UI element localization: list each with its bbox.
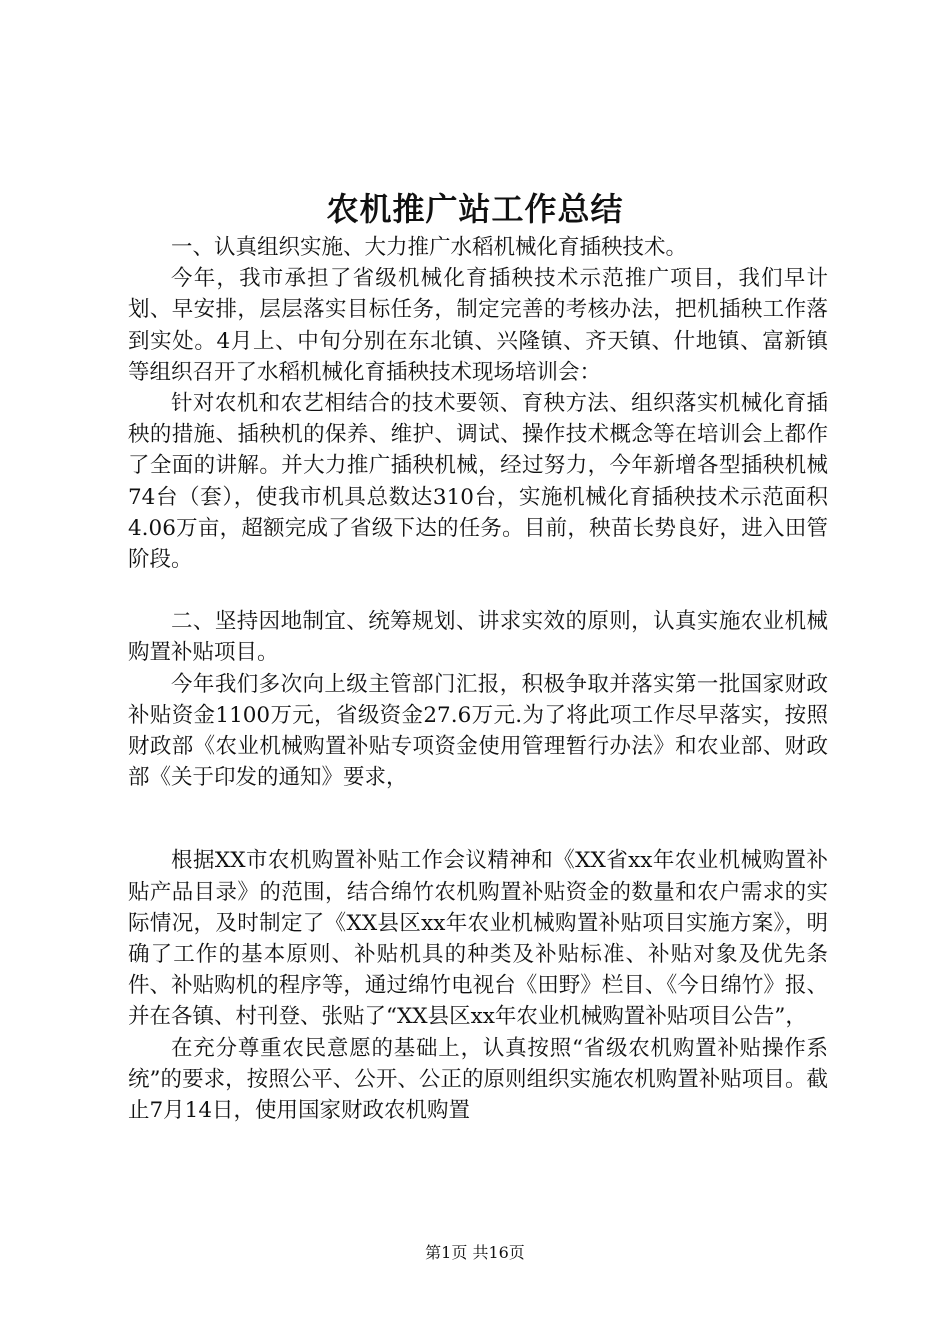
paragraph-section-2-heading: 二、坚持因地制宜、统筹规划、讲求实效的原则，认真实施农业机械购置补贴项目。: [128, 609, 828, 666]
paragraph: 在充分尊重农民意愿的基础上，认真按照“省级农机购置补贴操作系统”的要求，按照公平、公开、公正的原则组织实施农机购置补贴项目。截止7月14日，使用国家财政农机购置: [128, 1035, 828, 1124]
paragraph: 根据XX市农机购置补贴工作会议精神和《XX省xx年农业机械购置补贴产品目录》的范围，结合绵竹农机购置补贴资金的数量和农户需求的实际情况，及时制定了《XX县区xx年农业机械购置补贴项目实施方案》，明确了工作的基本原则、补贴机具的种类及补贴标准、补贴对象及优先条件、补贴购机的程序等，通过绵竹电视台《田野》栏目、《今日绵竹》报、并在各镇、村刊登、张贴了“XX县区xx年农业机械购置补贴项目公告”，: [128, 848, 828, 1030]
paragraph: 今年我们多次向上级主管部门汇报，积极争取并落实第一批国家财政补贴资金1100万元，省级资金27.6万元.为了将此项工作尽早落实，按照财政部《农业机械购置补贴专项资金使用管理暂行办法》和农业部、财政部《关于印发的通知》要求，: [128, 671, 828, 791]
document-title: 农机推广站工作总结: [326, 190, 624, 228]
paragraph: 今年，我市承担了省级机械化育插秧技术示范推广项目，我们早计划、早安排，层层落实目标任务，制定完善的考核办法，把机插秧工作落到实处。4月上、中旬分别在东北镇、兴隆镇、齐天镇、什地镇、富新镇等组织召开了水稻机械化育插秧技术现场培训会：: [128, 266, 828, 385]
paragraph: 针对农机和农艺相结合的技术要领、育秧方法、组织落实机械化育插秧的措施、插秧机的保养、维护、调试、操作技术概念等在培训会上都作了全面的讲解。并大力推广插秧机械，经过努力，今年新增各型插秧机械74台（套），使我市机具总数达310台，实施机械化育插秧技术示范面积4.06万亩，超额完成了省级下达的任务。目前，秧苗长势良好，进入田管阶段。: [128, 391, 828, 573]
document-body: [128, 232, 828, 1126]
paragraph-section-1-heading: 一、认真组织实施、大力推广水稻机械化育插秧技术。: [171, 235, 688, 260]
page-number-footer: 第1页 共16页: [425, 1243, 525, 1262]
